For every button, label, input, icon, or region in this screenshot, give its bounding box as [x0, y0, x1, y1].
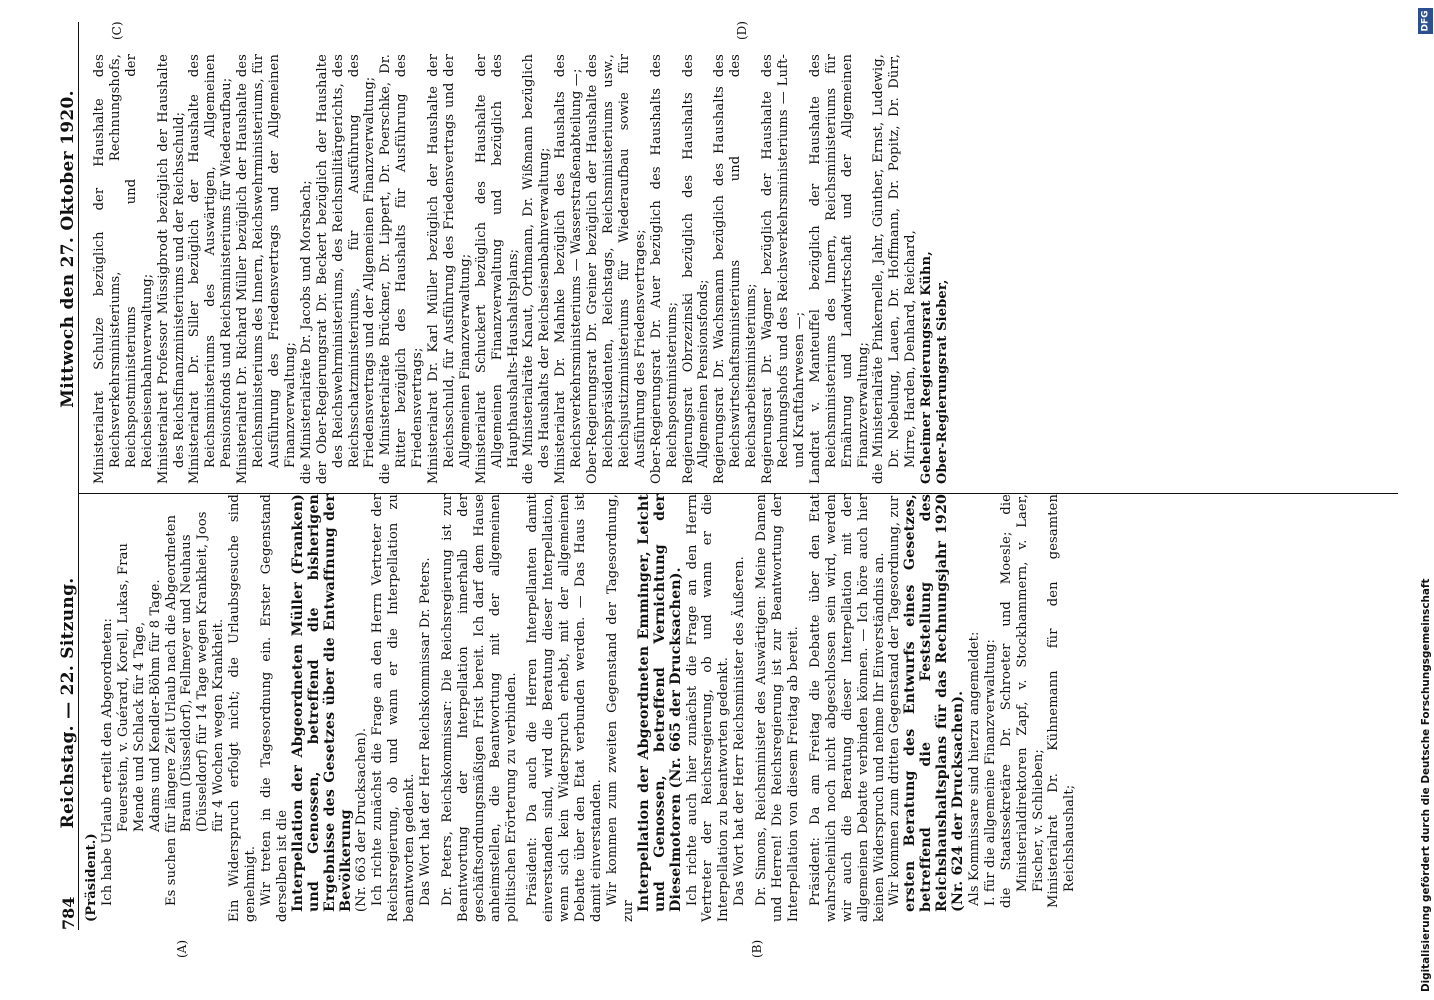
list-item: Ober-Regierungsrat Dr. Greiner bezüglich der Haushalte des Reichspräsidenten, Reichstags, Reichsministeriums usw., Reichsjustizministeriums für Wiederaufbau sowie für Ausführung des Friedensvertrages; — [585, 54, 648, 484]
paragraph: Wir treten in die Tagesordnung ein. Erster Gegenstand derselben ist die — [258, 494, 290, 922]
header-right-title: Mittwoch den 27. Oktober 1920. — [58, 90, 78, 408]
list-item: die Ministerialräte Pinkernelle, Jahr, Günther, Ernst, Ludewig, Dr. Nebelung, Lauen, Dr. Hoffmann, Dr. Popitz, Dr. Dürr, Mirre, Harden, Denhard, Reichard, — [871, 54, 919, 484]
paragraph: Dr. Simons, Reichsminister des Auswärtigen: Meine Damen und Herren! Die Reichsregierung ist zur Beantwortung der Interpellation von diesem Freitag ab bereit. — [754, 494, 801, 922]
paragraph: (Nr. 663 der Drucksachen). — [354, 727, 370, 912]
paragraph: Ich habe Urlaub erteilt den Abgeordneten: — [99, 617, 115, 906]
paragraph: Das Wort hat der Herr Reichsminister des Äußeren. — [732, 556, 748, 906]
agenda-heading: Interpellation der Abgeordneten Emminger, Leicht und Genossen, betreffend Vernichtung der Dieselmotoren (Nr. 665 der Drucksachen). — [635, 494, 684, 912]
right-column — [92, 54, 951, 484]
paragraph: Braun (Düsseldorf), Fellmeyer und Neuhaus (Düsseldorf) für 14 Tage wegen Krankheit, Joos für 4 Wochen wegen Krankheit. — [179, 511, 227, 832]
list-item: Regierungsrat Dr. Wagner bezüglich der Haushalte des Rechnungshofs und des Reichsverkehrsministeriums — Luft- und Kraftfahrwesen —; — [760, 54, 807, 484]
paragraph: Adams und Kendler-Böhm für 8 Tage. — [147, 579, 163, 832]
paragraph: Feuerstein, v. Guérard, Korell, Lukas, Frau Mende und Schlack für 4 Tage, — [115, 542, 147, 832]
list-item: Regierungsrat Dr. Wachsmann bezüglich des Haushalts des Reichswirtschaftsministeriums und des Reichsarbeitsministeriums; — [712, 54, 760, 484]
list-item: Regierungsrat Obrzezinski bezüglich des Haushalts des Allgemeinen Pensionsfonds; — [680, 54, 712, 484]
margin-marker-d: (D) — [735, 21, 749, 40]
paragraph: Präsident: Da am Freitag die Debatte über den Etat wahrscheinlich noch nicht abgeschlossen sein wird, werden wir auch die Beratung dieser Interpellation mit der allgemeinen Debatte verbinden können. — Ich höre auch hier keinen Widerspruch und nehme Ihr Einverständnis an. — [807, 494, 887, 922]
list-item: Ober-Regierungsrat Dr. Auer bezüglich des Haushalts des Reichspostministeriums; — [648, 54, 680, 484]
margin-marker-b: (B) — [750, 939, 764, 958]
header-left-title: Reichstag. — 22. Sitzung. — [58, 577, 78, 829]
dfg-logo-text: DFG — [1420, 10, 1431, 32]
list-item: Ober-Regierungsrat Sieber, — [935, 279, 951, 484]
paragraph: Wir kommen zum dritten Gegenstand der Tagesordnung, zur — [887, 495, 903, 906]
paragraph: Ich richte zunächst die Frage an den Herrn Vertreter der Reichsregierung, ob und wann er die Interpellation zu beantworten gedenkt. — [370, 494, 418, 922]
agenda-heading: ersten Beratung des Entwurfs eines Gesetzes, betreffend die Feststellung des Reichshaushaltsplans für das Rechnungsjahr 1920 (Nr. 624 der Drucksachen). — [902, 494, 967, 912]
paragraph: Ich richte auch hier zunächst die Frage an den Herrn Vertreter der Reichsregierung, ob und wann er die Interpellation zu beantworten gedenkt. — [684, 494, 732, 922]
list-item: Landrat v. Manteuffel bezüglich der Haushalte des Reichsministeriums des Innern, Reichsministeriums für Ernährung und Landwirtschaft und der Allgemeinen Finanzverwaltung; — [807, 54, 871, 484]
left-column — [84, 494, 1078, 922]
dfg-logo — [1418, 8, 1433, 34]
paragraph: Präsident: Da auch die Herren Interpellanten damit einverstanden sind, wird die Beratung dieser Interpellation, wenn sich kein Widerspruch erhebt, mit der allgemeinen Debatte über den Etat verbunden werden. — Das Haus ist damit einverstanden. — [525, 494, 605, 922]
list-item: Ministerialrat Dr. Richard Müller bezüglich der Haushalte des Reichsministeriums des Innern, Reichswehrministeriums, für Ausführung des Friedensvertrags und der Allgemeinen Finanzverwaltung; — [235, 54, 298, 484]
digitization-credit: Digitalisierung gefördert durch die Deutsche Forschungsgemeinschaft — [1420, 578, 1432, 992]
paragraph: Ministerialrat Dr. Kühnemann für den gesamten Reichshaushalt; — [1046, 494, 1078, 908]
list-item: Ministerialrat Dr. Mahnke bezüglich des Haushalts des Reichsverkehrsministeriums — Wasserstraßenabteilung —; — [553, 54, 585, 484]
list-item: die Ministerialräte Dr. Jacobs und Morsbach; — [298, 180, 314, 484]
list-item: Ministerialrat Schuckert bezüglich des Haushalte der Allgemeinen Finanzverwaltung und bezüglich des Haupthaushalts-Haushaltsplans; — [473, 54, 521, 484]
paragraph: Dr. Peters, Reichskommissar: Die Reichsregierung ist zur Beantwortung der Interpellation innerhalb der geschäftsordnungsmäßigen Frist bereit. Ich darf dem Hause anheimstellen, die Beantwortung mit der allgemeinen politischen Erörterung zu verbinden. — [439, 494, 519, 922]
margin-marker-a: (A) — [175, 939, 189, 958]
paragraph: Ein Widerspruch erfolgt nicht; die Urlaubsgesuche sind genehmigt. — [227, 494, 259, 922]
page-number: 784 — [59, 896, 78, 930]
paragraph: Wir kommen zum zweiten Gegenstand der Tagesordnung, zur — [605, 494, 636, 922]
margin-marker-c: (C) — [110, 21, 124, 40]
paragraph: Es suchen für längere Zeit Urlaub nach die Abgeordneten — [163, 514, 179, 906]
paragraph: I. für die allgemeine Finanzverwaltung: — [982, 638, 998, 906]
list-item: die Ministerialräte Knaut, Orthmann, Dr. Wißmann bezüglich des Haushalts der Reichseisenbahnverwaltung; — [521, 54, 553, 484]
list-item: der Ober-Regierungsrat Dr. Beckert bezüglich der Haushalte des Reichswehrministeriums, des Reichsmilitärgerichts, des Reichsschatzministeriums, für Ausführung des Friedensvertrags und der Allgemeinen Finanzverwaltung; — [314, 54, 378, 484]
list-item: die Ministerialräte Brückner, Dr. Lippert, Dr. Poerschke, Dr. Ritter bezüglich des Haushalts für Ausführung des Friedensvertrags; — [378, 54, 426, 484]
paragraph: (Präsident.) — [84, 833, 99, 922]
list-item: Ministerialrat Schulze bezüglich der Haushalte des Reichsverkehrsministeriums, Rechnungshofs, Reichspostministeriums und der Reichseisenbahnverwaltung; — [92, 54, 155, 484]
paragraph: Als Kommissare sind hierzu angemeldet: — [966, 631, 982, 906]
agenda-heading: Interpellation der Abgeordneten Müller (Franken) und Genossen, betreffend die bisherigen Ergebnisse des Gesetzes über die Entwaffnung der Bevölkerung — [289, 494, 354, 912]
list-item: Ministerialrat Professor Müssigbrodt bezüglich der Haushalte des Reichsfinanzministeriums und der Reichsschuld; — [155, 54, 187, 484]
paragraph: die Staatssekretäre Dr. Schroeter und Moesle; die Ministerialdirektoren Zapf, v. Stockhammern, v. Laer, Fischer, v. Schlieben; — [998, 494, 1046, 908]
paragraph: Das Wort hat der Herr Reichskommissar Dr. Peters. — [418, 557, 434, 906]
list-item: Geheimer Regierungsrat Kühn, — [919, 251, 935, 484]
list-item: Ministerialrat Dr. Karl Müller bezüglich der Haushalte der Reichsschuld, für Ausführung des Friedensvertrags und der Allgemeinen Finanzverwaltung; — [426, 54, 473, 484]
list-item: Ministerialrat Dr. Siller bezüglich der Haushalte des Reichsministeriums des Auswärtigen, Allgemeinen Pensionsfonds und Reichsministeriums für Wiederaufbau; — [187, 54, 235, 484]
page-header — [52, 22, 79, 930]
